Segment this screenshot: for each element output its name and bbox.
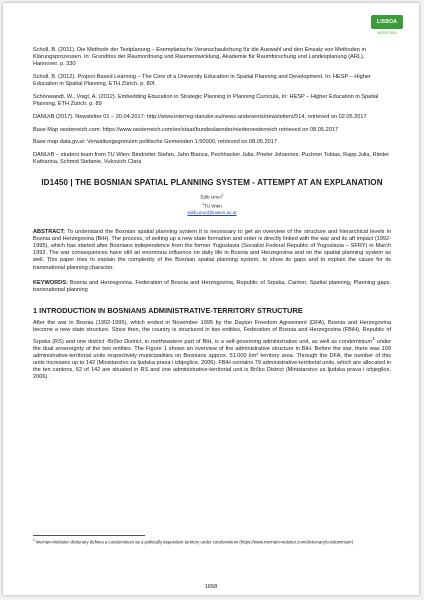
reference-entry: Base map data.gv.at: Verwaltungsgrenzen politische Gemeinden 1:50000, retrieved on 08.05.2017 xyxy=(33,139,278,146)
footnote-reference[interactable]: 1 xyxy=(372,335,375,341)
reference-entry: Scholl, B. (2011). Die Methode der Testplanung – Exemplarische Veranschaulichung für die Auswahl und den Einsatz von Methoden in Klärungsprozessen. In: Grundriss der Raumordnung und Raumentwicklung, Akademie für Raumforschung und Landesplanung (ARL), Hannover. p. 330 xyxy=(33,47,366,68)
logo-badge: LISBOA xyxy=(371,15,403,29)
reference-entry: Base Map oesterreich.com: https://www.oesterreich.com/en/staat/bundeslaender/niederoesterreich retrieved on 08.05.2017 xyxy=(33,126,339,133)
abstract-label: ABSTRACT: xyxy=(33,228,66,235)
section-body: After the war in Bosnia (1992-1995), which ended in November 1995 by the Dayton Freedom Agreement (DFA), Bosnia and Herzegovina become a new state structure. Since then, the country is structured in two entities, Federation of Bosnia and Herzegovina (FBiH), Republic of Srpska (RS) and one district -Brčko District, in northeastern part of BiH, is a self-governing administrative unit, as well as condominium$^1$ under the dual sovereignty of the two entities. The Figure 1 shows an overview of the administrative structure in BiH. Before the war, there was 109 administrative-territorial units respectively municipalities on Bosnians approx. 51.000 km² territory area. Through the DFA, the number of this units increases up to 142 (Ministarstvo za ljudska prava i izbjeglice, 2006). FBiH contains 79 administrative-territorial units, which are allocated in the ten cantons, 62 of 142 are situated in RS and one administrative-territorial unit is Brčko District (Ministarstvo za ljudska prava i izbjeglice, 2006). xyxy=(33,320,391,381)
conference-logo xyxy=(371,15,403,43)
page-number: 1658 xyxy=(204,584,218,590)
reference-list xyxy=(33,47,391,166)
reference-entry: Scholl, B. (2012). Project-Based Learning – The Core of a University Education in Spatial Planning and Development, In: HESP – Higher Education in Spatial Planning, ETH Zürich. p. 80f. xyxy=(33,74,371,88)
document-page xyxy=(3,3,419,595)
author-affiliation: $^1$TU Wien xyxy=(202,201,222,209)
author-block xyxy=(33,192,391,215)
footnote-divider xyxy=(33,535,145,536)
reference-entry: Schönwandt, W., Voigt, A. (2012). Embedding Education in Strategic Planning in Planning Curricula, In: HESP – Higher Education in Spatial Planning, ETH Zürich. p. 89 xyxy=(33,94,379,108)
footnote: $^1$ Merriam-Webster dictionary defines a condominium as a politically dependent territory under condominium (https://www.merriam-webster.com/dictionary/condominium) xyxy=(33,538,354,545)
keywords-label: KEYWORDS: xyxy=(33,279,68,286)
keywords-text: Bosnia and Herzegovina, Federation of Bosnia and Herzegovina, Republic of Srpska, Canton, Spatial planning, Planning gaps, transnational planning xyxy=(33,279,391,293)
page-content xyxy=(33,47,391,390)
reference-entry: DANUrB – student team from TU Wien: Bindreiter Stefan, Jahn Bianca, Pechhacker Julia, Prieler Johannes, Puchner Tobias, Rapp Julia, Rieder Katharina, Schmid Stefanie, Vukovich Clara xyxy=(33,152,390,166)
abstract-text: To understand the Bosnian spatial planning system it is necessary to get an overview of the structure and hierarchical levels in Bosnia and Herzegovina (BiH). The process, of setting up a new state formation and order is directly linked with the war and its aft impact (1992-1995), which has started after Bosnians independence from the former Yugoslavia (Socialist Federal Republic of Yugoslavia – SFRY) in March 1992. The war consequences have still an enormous influence on daily life in Bosnia and Herzegovina and on the spatial planning system as well. This paper tries to explain the complexity of the Bosnian spatial planning system, to show its gaps and to explain the cause for its transnational planning character. xyxy=(33,228,391,271)
author-email-link[interactable]: edib.uruci@tuwien.ac.at xyxy=(187,209,237,215)
author-name: Edib Uruci$^1$ xyxy=(200,193,224,200)
reference-entry: DANUrB (2017). Newsletter 01 – 20.04.2017: http://www.interreg-danube.eu/news-andevents/newsletters/514, retrieved on 02.05.2017 xyxy=(33,113,367,120)
abstract xyxy=(33,229,391,272)
paper-title: ID1450 | THE BOSNIAN SPATIAL PLANNING SYSTEM - ATTEMPT AT AN EXPLANATION xyxy=(41,178,383,188)
keywords xyxy=(33,280,391,294)
section-heading: 1 INTRODUCTION IN BOSNIANS ADMINISTRATIVE-TERRITORY STRUCTURE xyxy=(33,306,303,316)
logo-subtitle: AESOP 2018 xyxy=(377,31,397,35)
